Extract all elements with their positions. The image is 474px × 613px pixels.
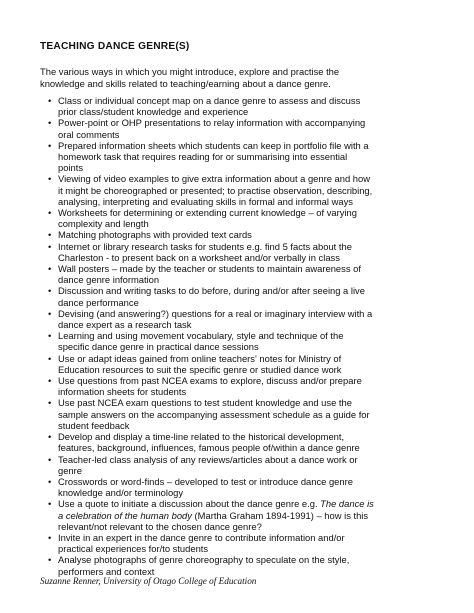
list-item-line: Wall posters – made by the teacher or students to maintain awareness of bbox=[58, 263, 361, 275]
list-item-line: Charleston - to present back on a worksheet and/or verbally in class bbox=[58, 251, 340, 263]
bullet-icon: • bbox=[48, 397, 52, 409]
list-item-line: specific dance genre in practical dance sessions bbox=[58, 341, 259, 353]
list-item-line: student feedback bbox=[58, 419, 130, 431]
list-item-line: Use questions from past NCEA exams to explore, discuss and/or prepare bbox=[58, 375, 362, 387]
list-item bbox=[40, 353, 460, 375]
list-item-text: (Martha Graham 1894-1991) – how is this bbox=[191, 509, 369, 521]
list-item-line: relevant/not relevant to the chosen dance genre? bbox=[58, 520, 262, 532]
list-item bbox=[40, 207, 460, 229]
list-item-line: points bbox=[58, 162, 84, 174]
footer-credit: Suzanne Renner, University of Otago College of Education bbox=[40, 576, 257, 586]
list-item-line: features, background, influences, famous people of/within a dance genre bbox=[58, 442, 360, 454]
list-item bbox=[40, 229, 460, 240]
list-item-line: Viewing of video examples to give extra information about a genre and how bbox=[58, 173, 370, 185]
bullet-icon: • bbox=[48, 554, 52, 566]
list-item-line: genre bbox=[58, 464, 82, 476]
bullet-icon: • bbox=[48, 263, 52, 275]
list-item-line: performers and context bbox=[58, 565, 155, 577]
list-item-line: Use past NCEA exam questions to test student knowledge and use the bbox=[58, 397, 352, 409]
list-item-line: Matching photographs with provided text cards bbox=[58, 229, 252, 241]
bullet-icon: • bbox=[48, 352, 52, 364]
bullet-icon: • bbox=[48, 95, 52, 106]
list-item-line: information sheets for students bbox=[58, 386, 187, 398]
bullet-icon: • bbox=[48, 229, 52, 241]
list-item bbox=[40, 431, 460, 453]
list-item-line: Education resources to suit the specific genre or studied dance work bbox=[58, 363, 342, 375]
list-item-line: knowledge and/or terminology bbox=[58, 487, 184, 499]
list-item-line: prior class/student knowledge and experience bbox=[58, 106, 249, 118]
intro-line: The various ways in which you might introduce, explore and practise the bbox=[40, 66, 340, 77]
list-item bbox=[40, 498, 460, 532]
bullet-icon: • bbox=[48, 285, 52, 297]
list-item bbox=[40, 241, 460, 263]
list-item bbox=[40, 95, 460, 117]
list-item-line: Internet or library research tasks for students e.g. find 5 facts about the bbox=[58, 240, 352, 252]
list-item-line: Learning and using movement vocabulary, style and technique of the bbox=[58, 330, 344, 342]
list-item-line: homework task that requires reading for or summarising into essential bbox=[58, 151, 348, 163]
document-title: TEACHING DANCE GENRE(S) bbox=[40, 41, 190, 52]
list-item-line bbox=[58, 510, 460, 521]
list-item-line: dance performance bbox=[58, 296, 139, 308]
list-item-line: Worksheets for determining or extending current knowledge – of varying bbox=[58, 207, 357, 219]
list-item bbox=[40, 454, 460, 476]
list-item-text: Use a quote to initiate a discussion about the dance genre e.g. bbox=[58, 498, 321, 510]
list-item bbox=[40, 173, 460, 207]
list-item-line: sample answers on the accompanying assessment schedule as a guide for bbox=[58, 408, 370, 420]
intro-line: knowledge and skills related to teaching/earning about a dance genre. bbox=[40, 77, 331, 89]
list-item-line bbox=[58, 498, 460, 509]
list-item-line: practical experiences for/to students bbox=[58, 543, 209, 555]
list-item-line: Invite in an expert in the dance genre to contribute information and/or bbox=[58, 531, 345, 543]
bullet-icon: • bbox=[48, 475, 52, 487]
bullet-icon: • bbox=[48, 307, 52, 319]
list-item-line: Power-point or OHP presentations to relay information with accompanying bbox=[58, 117, 366, 129]
list-item-line: analysing, interpreting and evaluating skills in formal and informal ways bbox=[58, 195, 353, 207]
list-item-line: Prepared information sheets which students can keep in portfolio file with a bbox=[58, 139, 369, 151]
list-item-line: Analyse photographs of genre choreography to speculate on the style, bbox=[58, 554, 350, 566]
list-item bbox=[40, 263, 460, 285]
activity-list bbox=[40, 95, 460, 577]
list-item-line: Crosswords or word-finds – developed to test or introduce dance genre bbox=[58, 475, 353, 487]
list-item-line: it might be choreographed or presented; to practise observation, describing, bbox=[58, 184, 373, 196]
list-item-line: Discussion and writing tasks to do before, during and/or after seeing a live bbox=[58, 285, 365, 297]
quote-text: a celebration of the human body bbox=[58, 509, 192, 521]
list-item bbox=[40, 140, 460, 174]
list-item bbox=[40, 554, 460, 576]
list-item-line: Use or adapt ideas gained from online teachers' notes for Ministry of bbox=[58, 352, 342, 364]
list-item bbox=[40, 397, 460, 431]
list-item bbox=[40, 375, 460, 397]
bullet-icon: • bbox=[48, 531, 52, 543]
list-item-line: Class or individual concept map on a dance genre to assess and discuss bbox=[58, 95, 361, 106]
list-item bbox=[40, 117, 460, 139]
bullet-icon: • bbox=[48, 431, 52, 443]
list-item bbox=[40, 476, 460, 498]
bullet-icon: • bbox=[48, 453, 52, 465]
list-item bbox=[40, 532, 460, 554]
bullet-icon: • bbox=[48, 207, 52, 219]
bullet-icon: • bbox=[48, 173, 52, 185]
bullet-icon: • bbox=[48, 117, 52, 129]
list-item-line: oral comments bbox=[58, 128, 120, 140]
list-item-line: dance expert as a research task bbox=[58, 319, 192, 331]
list-item-line: dance genre information bbox=[58, 274, 160, 286]
bullet-icon: • bbox=[48, 240, 52, 252]
intro-paragraph bbox=[40, 66, 440, 89]
list-item-line: Develop and display a time-line related to the historical development, bbox=[58, 431, 345, 443]
list-item-line: complexity and length bbox=[58, 218, 149, 230]
list-item bbox=[40, 285, 460, 307]
bullet-icon: • bbox=[48, 330, 52, 342]
list-item bbox=[40, 308, 460, 330]
bullet-icon: • bbox=[48, 375, 52, 387]
quote-text: The dance is bbox=[320, 498, 374, 510]
list-item bbox=[40, 330, 460, 352]
bullet-icon: • bbox=[48, 498, 52, 510]
list-item-line: Devising (and answering?) questions for a real or imaginary interview with a bbox=[58, 307, 373, 319]
bullet-icon: • bbox=[48, 139, 52, 151]
list-item-line: Teacher-led class analysis of any reviews/articles about a dance work or bbox=[58, 453, 358, 465]
